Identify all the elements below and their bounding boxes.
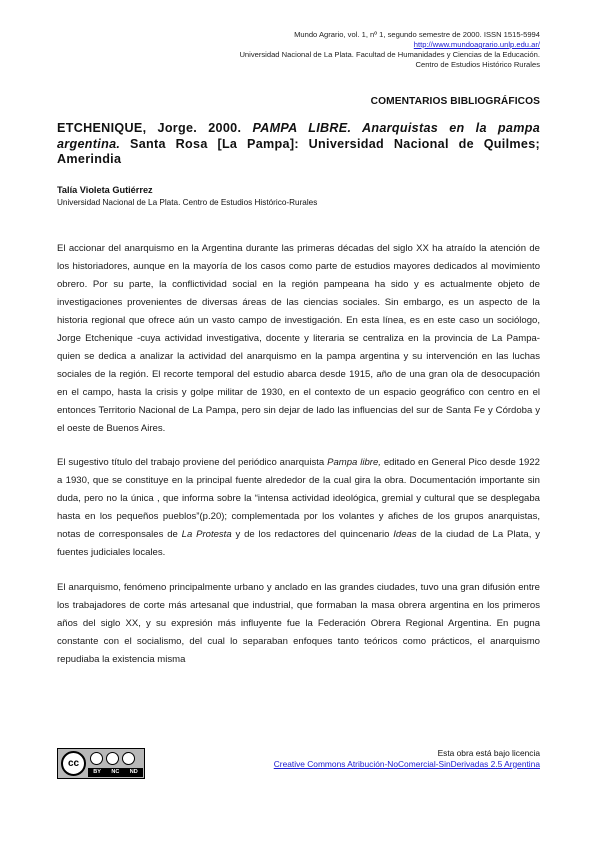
book-author-year: ETCHENIQUE, Jorge. 2000.: [57, 121, 242, 135]
journal-center: Centro de Estudios Histórico Rurales: [415, 60, 540, 69]
noncommercial-icon: [106, 752, 119, 765]
journal-url-link[interactable]: http://www.mundoagrario.unlp.edu.ar/: [413, 40, 540, 49]
book-publisher: Santa Rosa [La Pampa]: Universidad Nacional de Quilmes; Amerindia: [57, 136, 540, 166]
paragraph-3: El anarquismo, fenómeno principalmente urbano y anclado en las grandes ciudades, tuvo una gran difusión entre los trabajadores de corte más artesanal que industrial, que formaban la masa obrera argentina en los primeros años del siglo XX, y su expresión más influyente fue la Federación Obrera Regional Argentina. En pugna constante con el socialismo, del cual lo separaban enfoques tanto teóricos como prácticos, el anarquismo repudiaba la existencia misma: [57, 582, 540, 666]
journal-header: [120, 30, 540, 70]
attribution-icon: [90, 752, 103, 765]
periodical-la-protesta: La Protesta: [181, 529, 232, 541]
section-title: COMENTARIOS BIBLIOGRÁFICOS: [370, 96, 540, 107]
reviewer-name: Talía Violeta Gutiérrez: [57, 185, 153, 195]
creative-commons-badge[interactable]: [57, 748, 145, 779]
periodical-ideas: Ideas: [393, 529, 417, 541]
cc-logo-icon: cc: [61, 751, 86, 776]
review-body: [57, 240, 540, 686]
paragraph-2: El sugestivo título del trabajo proviene del periódico anarquista Pampa libre, editado en General Pico desde 1922 a 1930, que se constituye en la principal fuente alrededor de la cual gira la obra. Documentación importante sin duda, pero no la única , que informa sobre la “intensa actividad ideológica, gremial y cultural que se desplegaba hasta en los pequeños pueblos”(p.20); complementada por los volantes y afiches de los grupos anarquistas, notas de corresponsales de La Protesta y de los redactores del quincenario Ideas de la ciudad de La Plata, y fuentes judiciales locales.: [57, 457, 540, 559]
journal-institution: Universidad Nacional de La Plata. Facultad de Humanidades y Ciencias de la Educación.: [239, 50, 540, 59]
paragraph-1: El accionar del anarquismo en la Argentina durante las primeras décadas del siglo XX ha atraído la atención de los historiadores, aunque en la mayoría de los casos como parte de estudios mayores dedicados al movimiento obrero. Por su parte, la conflictividad social en la región pampeana ha sido y es actualmente objeto de investigaciones provenientes de diversas áreas de las ciencias sociales. Sin embargo, es un aspecto de la historia regional que ofrece aún un vasto campo de investigación. En esta línea, es en este caso un sociólogo, Jorge Etchenique -cuya actividad investigativa, docente y literaria se centraliza en la provincia de La Pampa- quien se dedica a analizar la actividad del anarquismo en la pampa argentina y su intervención en las luchas sociales de la región. El recorte temporal del estudio abarca desde 1915, año de una gran ola de desocupación en el campo, hasta la crisis y golpe militar de 1930, en el contexto de un espacio geográfico con centro en el entonces Territorio Nacional de La Pampa, pero sin dejar de lado las influencias del sur de Santa Fe y Córdoba y el oeste de Buenos Aires.: [57, 243, 540, 434]
noderivatives-icon: [122, 752, 135, 765]
book-reference: [57, 121, 540, 168]
periodical-pampa-libre: Pampa libre,: [327, 457, 381, 469]
book-title: PAMPA LIBRE. Anarquistas en la pampa argentina.: [57, 121, 540, 151]
journal-citation: Mundo Agrario, vol. 1, nº 1, segundo semestre de 2000. ISSN 1515-5994: [294, 30, 540, 39]
license-text: Esta obra está bajo licencia: [437, 748, 540, 758]
license-notice: [190, 748, 540, 770]
cc-terms-strip: BY NC ND: [88, 768, 143, 777]
reviewer-affiliation: Universidad Nacional de La Plata. Centro de Estudios Histórico-Rurales: [57, 198, 318, 207]
license-link[interactable]: Creative Commons Atribución-NoComercial-SinDerivadas 2.5 Argentina: [273, 759, 540, 769]
